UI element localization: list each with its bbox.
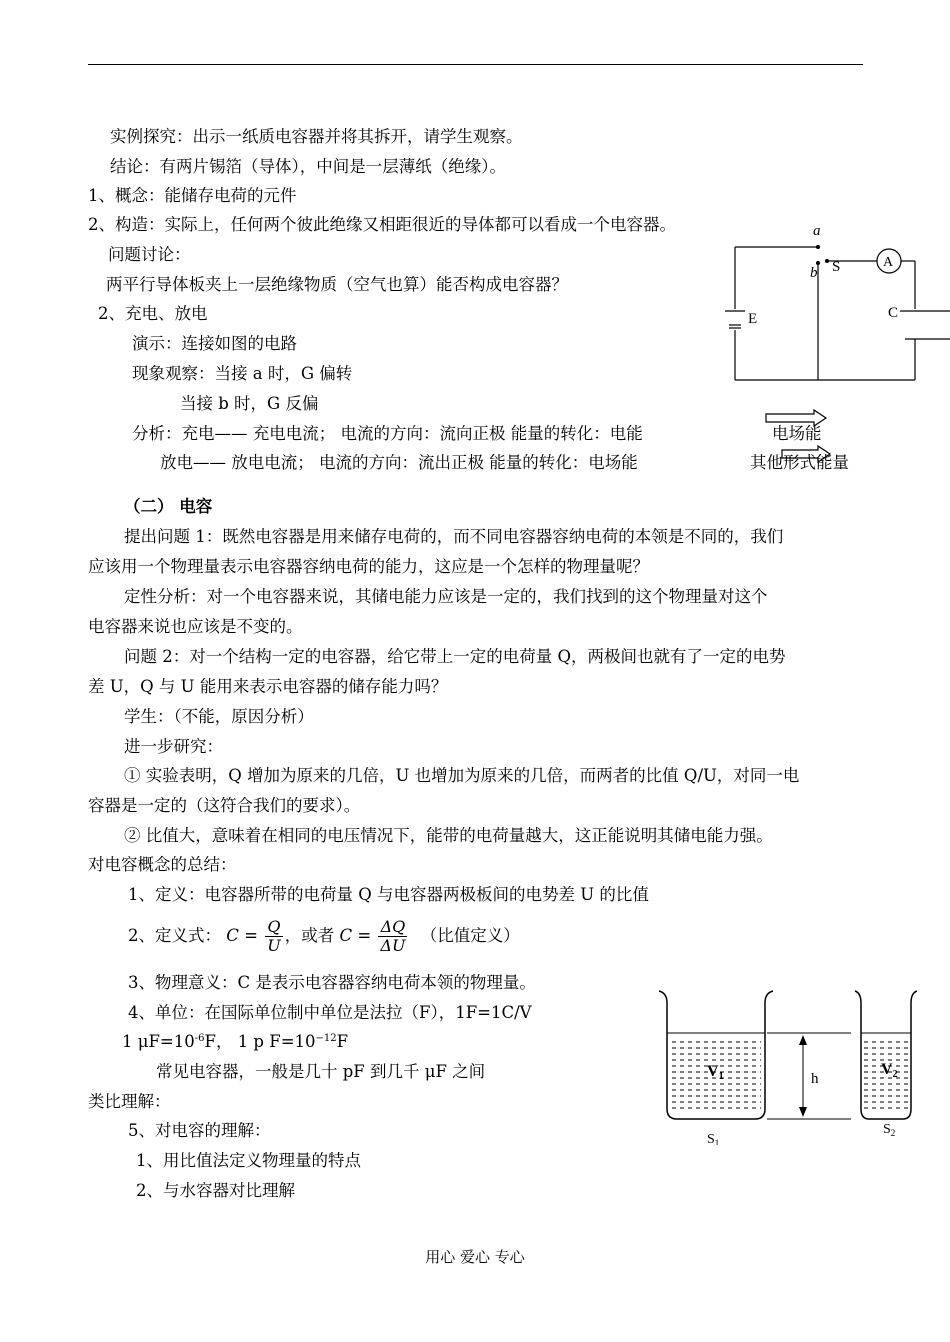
label-v2: V2 <box>881 1061 898 1080</box>
text-line: 问题 2：对一个结构一定的电容器，给它带上一定的电荷量 Q，两极间也就有了一定的电势 <box>124 647 786 666</box>
text-line: 实例探究：出示一纸质电容器并将其拆开，请学生观察。 <box>110 127 523 146</box>
unit-line: 1 $\mu F=10^{-6}F$， 1 p $F=10^{-12}F$ <box>122 1032 349 1051</box>
text-line: 现象观察：当接 a 时，G 偏转 <box>132 364 353 383</box>
right-arrow-icon <box>766 410 826 426</box>
text-line: ① 实验表明，Q 增加为原来的几倍，U 也增加为原来的几倍，而两者的比值 Q/U，对同一电 <box>124 766 800 785</box>
text-line: 3、物理意义：C 是表示电容器容纳电荷本领的物理量。 <box>128 973 536 992</box>
text-line: 应该用一个物理量表示电容器容纳电荷的能力，这应是一个怎样的物理量呢？ <box>88 557 649 576</box>
label-v1: V1 <box>707 1063 724 1082</box>
text-line: 定性分析：对一个电容器来说，其储电能力应该是一定的，我们找到的这个物理量对这个 <box>124 587 768 606</box>
text-line: 演示：连接如图的电路 <box>132 334 297 353</box>
text-line: 容器是一定的（这符合我们的要求）。 <box>88 796 361 815</box>
text-line: 2、与水容器对比理解 <box>136 1181 295 1200</box>
ammeter-label: A <box>883 255 894 270</box>
text-line: 常见电容器，一般是几十 pF 到几千 μF 之间 <box>156 1062 486 1081</box>
text-line: 2、充电、放电 <box>98 304 208 323</box>
label-a: a <box>813 223 821 239</box>
text-line: 结论：有两片锡箔（导体），中间是一层薄纸（绝缘）。 <box>110 157 506 176</box>
text-line: 4、单位：在国际单位制中单位是法拉（F），1F=1C/V <box>128 1003 532 1022</box>
text-line: 提出问题 1：既然电容器是用来储存电荷的，而不同电容器容纳电荷的本领是不同的，我们 <box>124 527 784 546</box>
formula-or: ，或者 <box>284 926 335 945</box>
text-line: 两平行导体板夹上一层绝缘物质（空气也算）能否构成电容器？ <box>106 275 568 294</box>
label-s2: $S_2$ <box>883 1122 896 1138</box>
formula-c2: C <box>339 926 353 945</box>
label-s1: $S_1$ <box>707 1132 720 1145</box>
formula-eq2: = <box>357 926 372 945</box>
text-line: 问题讨论： <box>108 245 191 264</box>
page-footer: 用心 爱心 专心 <box>425 1248 525 1266</box>
text-line: 类比理解： <box>88 1092 171 1111</box>
text-line: 学生：（不能，原因分析） <box>124 707 314 726</box>
text-line: 对电容概念的总结： <box>88 855 237 874</box>
text-line: 电容器来说也应该是不变的。 <box>88 617 303 636</box>
text-line: 1、概念：能储存电荷的元件 <box>88 186 297 205</box>
text-line: 其他形式能量 <box>750 453 849 472</box>
formula-c: C <box>226 926 239 945</box>
label-h: h <box>811 1071 819 1087</box>
text-line: 放电—— 放电电流； 电流的方向：流出正极 能量的转化：电场能 <box>160 453 638 472</box>
text-line: 进一步研究： <box>124 737 223 756</box>
label-e: E <box>748 311 758 327</box>
label-b: b <box>810 265 818 281</box>
fraction-dq-du: $\frac{\Delta Q}{\Delta U}$ <box>380 917 406 955</box>
text-line: 1、定义：电容器所带的电荷量 Q 与电容器两极板间的电势差 U 的比值 <box>128 885 649 904</box>
text-line: 1、用比值法定义物理量的特点 <box>136 1151 361 1170</box>
circuit-diagram <box>715 215 950 385</box>
text-line: 2、构造：实际上，任何两个彼此绝缘又相距很近的导体都可以看成一个电容器。 <box>88 215 676 234</box>
formula-note: （比值定义） <box>420 926 520 945</box>
label-s: S <box>832 259 841 275</box>
text-line: 分析：充电—— 充电电流； 电流的方向：流向正极 能量的转化：电能 <box>132 424 643 443</box>
text-line: 差 U，Q 与 U 能用来表示电容器的储存能力吗？ <box>88 677 448 696</box>
header-rule <box>88 64 863 65</box>
formula-label: 2、定义式： <box>128 926 221 945</box>
beaker-diagram <box>655 985 925 1145</box>
formula-eq: = <box>244 926 258 945</box>
fraction-q-u: $\frac{Q}{U}$ <box>267 917 281 955</box>
text-line: 5、对电容的理解： <box>128 1121 271 1140</box>
text-line: 电场能 <box>772 424 822 443</box>
right-arrow-icon <box>782 446 830 462</box>
text-line: 当接 b 时，G 反偏 <box>180 394 319 413</box>
section-heading: （二） 电容 <box>124 497 213 516</box>
arrow-icons <box>762 408 832 468</box>
formula-line <box>128 916 520 956</box>
text-line: ② 比值大，意味着在相同的电压情况下，能带的电荷量越大，这正能说明其储电能力强。 <box>124 826 773 845</box>
label-c: C <box>888 305 899 321</box>
